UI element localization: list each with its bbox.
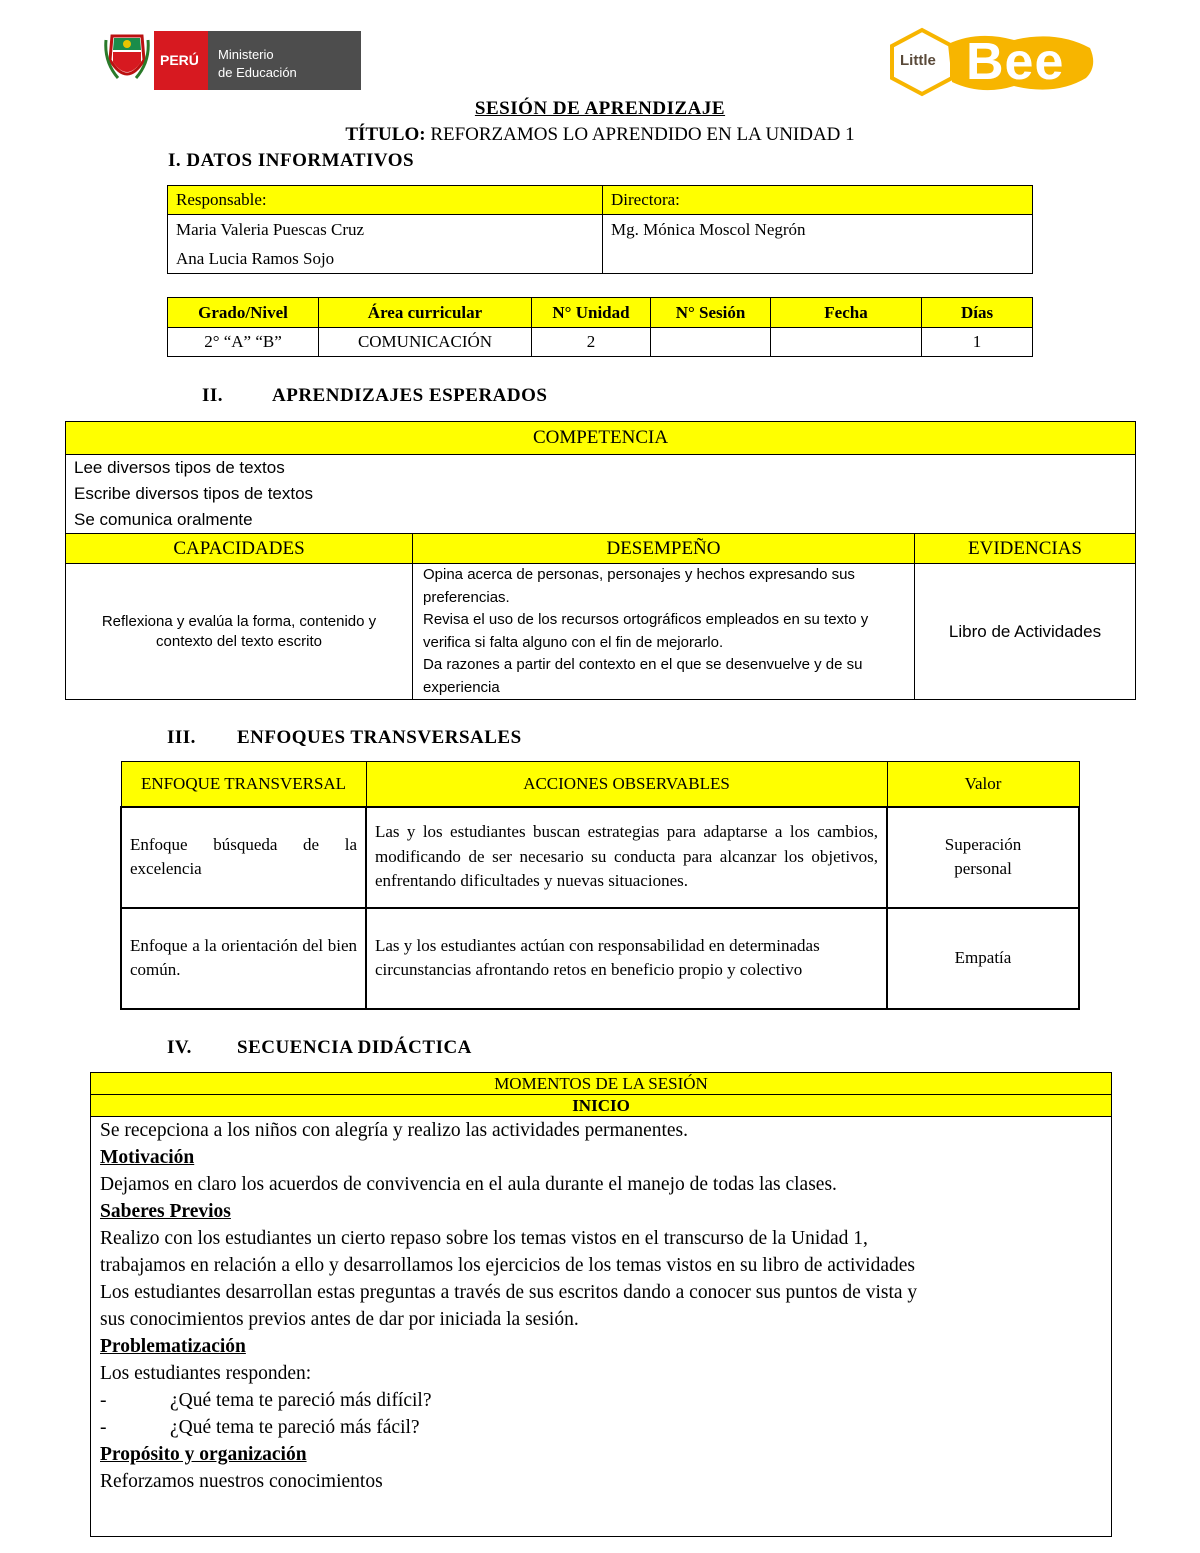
responsable-label: Responsable: [168, 186, 603, 215]
grid-header: Área curricular [319, 298, 532, 328]
section-3-heading: ENFOQUES TRANSVERSALES [237, 727, 522, 748]
enfoque-col-label: ENFOQUE TRANSVERSAL [121, 762, 366, 807]
peru-badge [154, 31, 208, 90]
grid-header: N° Sesión [651, 298, 771, 328]
ministry-line2: de Educación [218, 65, 297, 80]
bullet: - [100, 1417, 107, 1438]
grid-value: 2 [532, 328, 651, 357]
section-4-heading: SECUENCIA DIDÁCTICA [237, 1037, 472, 1058]
saberes-text: sus conocimientos previos antes de dar por iniciada la sesión. [100, 1309, 579, 1330]
saberes-label: Saberes Previos [100, 1201, 231, 1222]
acciones-col-label: ACCIONES OBSERVABLES [366, 762, 887, 807]
proposito-label: Propósito y organización [100, 1444, 307, 1465]
directora-name: Mg. Mónica Moscol Negrón [611, 220, 806, 239]
valor-text: Superación personal [887, 807, 1079, 908]
competencia-item: Se comunica oralmente [74, 510, 253, 529]
bullet: - [100, 1390, 107, 1411]
motivacion-label: Motivación [100, 1147, 195, 1168]
saberes-text: trabajamos en relación a ello y desarrollamos los ejercicios de los temas vistos en su libro de actividades [100, 1255, 915, 1276]
aprendizajes-table [65, 421, 1136, 700]
pregunta-text: ¿Qué tema te pareció más difícil? [170, 1390, 432, 1411]
competencia-item: Escribe diversos tipos de textos [74, 484, 314, 503]
section-2-num: II. [202, 385, 224, 406]
proposito-text: Reforzamos nuestros conocimientos [100, 1471, 383, 1492]
bee-label: Bee [966, 33, 1065, 91]
desempeno-item: Da razones a partir del contexto en el que se desenvuelve y de su experiencia [423, 656, 863, 696]
enfoque-text: Enfoque a la orientación del bien común. [121, 908, 366, 1009]
desempeno-label: DESEMPEÑO [413, 534, 915, 564]
pregunta-item [100, 1414, 1102, 1441]
grid-value [651, 328, 771, 357]
responsables-table [167, 185, 1033, 274]
titulo-value: REFORZAMOS LO APRENDIDO EN LA UNIDAD 1 [430, 124, 855, 145]
directora-label: Directora: [603, 186, 1033, 215]
problematizacion-intro: Los estudiantes responden: [100, 1363, 312, 1384]
evidencias-label: EVIDENCIAS [915, 534, 1136, 564]
grid-header: N° Unidad [532, 298, 651, 328]
capacidades-label: CAPACIDADES [66, 534, 413, 564]
desempeno-item: Revisa el uso de los recursos ortográficos empleados en su texto y verifica si falta alguno con el fin de mejorarlo. [423, 611, 869, 651]
acciones-text: circunstancias afrontando retos en beneficio propio y colectivo [375, 960, 803, 979]
secuencia-table [90, 1072, 1112, 1537]
valor-text: Empatía [887, 908, 1079, 1009]
little-bee-logo [886, 26, 1098, 98]
section-1-heading: I. DATOS INFORMATIVOS [168, 150, 415, 171]
peru-label: PERÚ [160, 52, 199, 68]
saberes-text: Realizo con los estudiantes un cierto repaso sobre los temas vistos en el transcurso de la Unidad 1, [100, 1228, 868, 1249]
pregunta-item [100, 1387, 1102, 1414]
grid-header: Fecha [771, 298, 922, 328]
enfoque-text: Enfoque búsqueda de la excelencia [121, 807, 366, 908]
grid-value: COMUNICACIÓN [319, 328, 532, 357]
motivacion-text: Dejamos en claro los acuerdos de convivencia en el aula durante el manejo de todas las clases. [100, 1174, 837, 1195]
problematizacion-label: Problematización [100, 1336, 246, 1357]
session-title: SESIÓN DE APRENDIZAJE [474, 98, 726, 119]
grid-value: 1 [922, 328, 1033, 357]
section-3-num: III. [167, 727, 196, 748]
competencia-item: Lee diversos tipos de textos [74, 458, 285, 477]
competencia-label: COMPETENCIA [66, 422, 1136, 455]
evidencia-text: Libro de Actividades [915, 564, 1136, 700]
acciones-text: Las y los estudiantes buscan estrategias para adaptarse a los cambios, modificando de ser necesario su conducta para alcanzar los objetivos, enfrentando dificultades y nuevas situaciones. [366, 807, 887, 908]
acciones-text: Las y los estudiantes actúan con responsabilidad en determinadas [375, 935, 820, 955]
capacidad-text: Reflexiona y evalúa la forma, contenido y contexto del texto escrito [66, 564, 413, 700]
grid-header: Grado/Nivel [168, 298, 319, 328]
grid-value [771, 328, 922, 357]
enfoques-table [120, 761, 1080, 1010]
valor-col-label: Valor [887, 762, 1079, 807]
desempeno-item: Opina acerca de personas, personajes y hechos expresando sus preferencias. [423, 566, 855, 606]
datos-grid-table [167, 297, 1033, 357]
pregunta-text: ¿Qué tema te pareció más fácil? [170, 1417, 420, 1438]
section-4-num: IV. [167, 1037, 192, 1058]
grid-value: 2° “A” “B” [168, 328, 319, 357]
momentos-label: MOMENTOS DE LA SESIÓN [91, 1073, 1112, 1095]
saberes-text: Los estudiantes desarrollan estas preguntas a través de sus escritos dando a conocer sus puntos de vista y [100, 1282, 918, 1303]
responsable-2: Ana Lucia Ramos Sojo [176, 249, 335, 268]
responsable-1: Maria Valeria Puescas Cruz [176, 220, 365, 239]
ministry-badge [208, 31, 361, 90]
inicio-label: INICIO [91, 1095, 1112, 1117]
section-2-heading: APRENDIZAJES ESPERADOS [272, 385, 548, 406]
little-label: Little [900, 52, 936, 69]
peru-coat-of-arms-logo [104, 30, 150, 90]
ministry-line1: Ministerio [218, 47, 274, 62]
grid-header: Días [922, 298, 1033, 328]
titulo-label: TÍTULO: [345, 124, 426, 145]
inicio-intro: Se recepciona a los niños con alegría y realizo las actividades permanentes. [100, 1120, 689, 1141]
